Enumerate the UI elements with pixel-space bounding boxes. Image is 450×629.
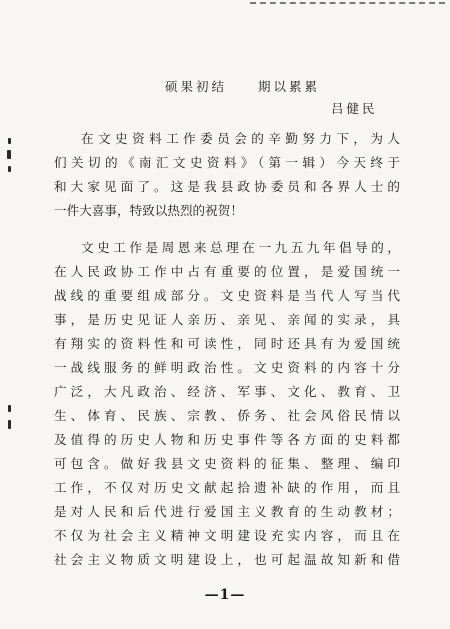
body-line: 们关切的《南汇文史资料》（第一辑）今天终于 [54, 155, 400, 170]
article-title: 硕果初结 期以累累 [165, 79, 321, 94]
body-line: 文史工作是周恩来总理在一九五九年倡导的， [81, 240, 400, 255]
body-line: 事，是历史见证人亲历、亲见、亲闻的实录，具 [54, 312, 400, 327]
binding-mark [8, 420, 11, 429]
body-line: 一战线服务的鲜明政治性。文史资料的内容十分 [54, 360, 400, 375]
body-line: 战线的重要组成部分。文史资料是当代人写当代 [54, 288, 400, 303]
body-line: 及值得的历史人物和历史事件等各方面的史料都 [54, 432, 400, 447]
body-line: 在文史资料工作委员会的辛勤努力下，为人 [81, 131, 400, 146]
body-line: 不仅为社会主义精神文明建设充实内容，而且在 [54, 528, 400, 543]
body-line: 可包含。做好我县文史资料的征集、整理、编印 [54, 456, 400, 471]
top-dashed-rule [250, 2, 445, 12]
binding-mark [7, 150, 11, 159]
binding-mark [8, 405, 11, 412]
body-line: 一件大喜事，特致以热烈的祝贺！ [54, 203, 243, 218]
body-line: 有翔实的资料性和可读性，同时还具有为爱国统 [54, 336, 400, 351]
article-author: 吕健民 [331, 101, 378, 116]
body-line: 社会主义物质文明建设上，也可起温故知新和借 [54, 552, 400, 567]
binding-mark [8, 166, 11, 172]
page-number: —1— [204, 587, 246, 603]
article-body [54, 127, 400, 572]
body-line: 广泛，大凡政治、经济、军事、文化、教育、卫 [54, 384, 400, 399]
body-line: 和大家见面了。这是我县政协委员和各界人士的 [54, 179, 400, 194]
body-line: 生、体育、民族、宗教、侨务、社会风俗民情以 [54, 408, 400, 423]
body-line: 是对人民和后代进行爱国主义教育的生动教材； [54, 504, 400, 519]
body-line: 在人民政协工作中占有重要的位置，是爱国统一 [54, 264, 400, 279]
body-line: 工作，不仅对历史文献起拾遗补缺的作用，而且 [54, 480, 400, 495]
binding-mark [8, 138, 11, 144]
